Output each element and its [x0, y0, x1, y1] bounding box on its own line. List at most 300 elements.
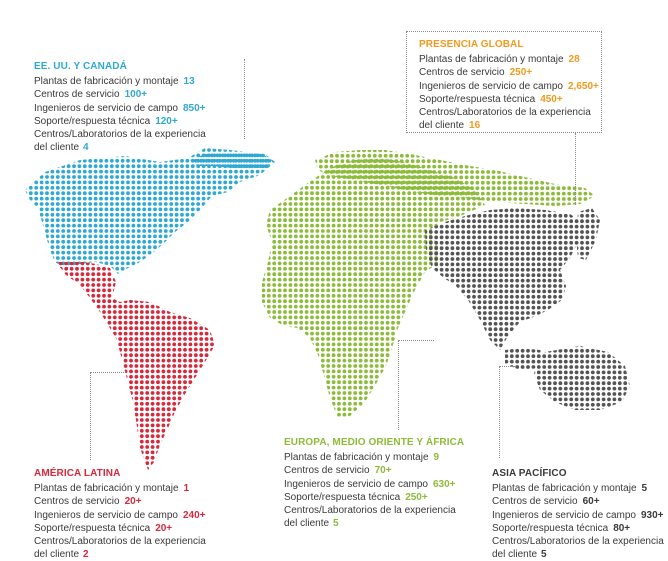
map-dot — [178, 294, 182, 298]
map-dot — [229, 278, 233, 282]
map-dot — [386, 289, 390, 293]
map-dot — [272, 386, 276, 390]
map-dot — [226, 164, 230, 168]
map-dot — [424, 272, 428, 276]
map-dot — [153, 164, 157, 168]
map-dot — [234, 262, 238, 266]
map-dot — [272, 164, 276, 168]
map-dot — [429, 418, 433, 422]
map-dot — [151, 272, 155, 276]
map-dot — [380, 224, 384, 228]
map-dot — [267, 235, 271, 239]
map-dot — [375, 218, 379, 222]
map-dot — [29, 256, 33, 260]
map-dot — [332, 294, 336, 298]
map-dot — [48, 348, 52, 352]
map-dot — [364, 208, 368, 212]
map-dot — [205, 321, 209, 325]
map-dot — [137, 272, 141, 276]
map-dot — [289, 343, 293, 347]
map-dot — [337, 208, 341, 212]
map-dot — [64, 316, 68, 320]
map-dot — [140, 337, 144, 341]
map-dot — [478, 397, 482, 401]
map-dot — [451, 321, 455, 325]
map-dot — [207, 148, 211, 152]
map-dot — [175, 272, 179, 276]
map-dot — [183, 299, 187, 303]
map-dot — [64, 445, 68, 449]
map-dot — [348, 224, 352, 228]
map-dot — [223, 278, 227, 282]
map-dot — [140, 283, 144, 287]
map-dot — [234, 278, 238, 282]
map-dot — [234, 256, 238, 260]
map-dot — [213, 240, 217, 244]
map-dot — [175, 267, 179, 271]
map-dot — [248, 159, 252, 163]
map-dot — [407, 402, 411, 406]
map-dot — [359, 299, 363, 303]
map-dot — [434, 316, 438, 320]
map-dot — [440, 364, 444, 368]
map-dot — [102, 380, 106, 384]
map-dot — [135, 267, 139, 271]
map-dot — [34, 186, 38, 190]
map-dot — [567, 143, 571, 147]
map-dot — [156, 310, 160, 314]
map-dot — [402, 402, 406, 406]
map-dot — [316, 321, 320, 325]
map-dot — [364, 240, 368, 244]
map-dot — [353, 326, 357, 330]
map-dot — [348, 186, 352, 190]
map-dot — [294, 202, 298, 206]
map-dot — [145, 337, 149, 341]
map-dot — [418, 213, 422, 217]
map-dot — [289, 267, 293, 271]
map-dot — [229, 148, 233, 152]
map-dot — [359, 332, 363, 336]
map-dot — [216, 332, 220, 336]
map-dot — [94, 181, 98, 185]
map-dot — [216, 424, 220, 428]
map-dot — [380, 413, 384, 417]
map-dot — [162, 402, 166, 406]
map-dot — [310, 370, 314, 374]
map-dot — [59, 272, 63, 276]
map-dot — [121, 181, 125, 185]
map-dot — [18, 229, 22, 233]
map-dot — [216, 429, 220, 433]
map-dot — [278, 289, 282, 293]
map-dot — [24, 159, 28, 163]
map-dot — [186, 245, 190, 249]
map-dot — [81, 289, 85, 293]
map-dot — [91, 434, 95, 438]
map-dot — [270, 148, 274, 152]
map-dot — [326, 229, 330, 233]
map-dot — [110, 186, 114, 190]
map-dot — [261, 262, 265, 266]
map-dot — [370, 202, 374, 206]
map-dot — [183, 440, 187, 444]
latin-america-dots — [48, 256, 219, 476]
map-dot — [314, 143, 318, 147]
map-dot — [172, 299, 176, 303]
map-dot — [129, 316, 133, 320]
map-dot — [332, 197, 336, 201]
map-dot — [332, 267, 336, 271]
map-dot — [210, 359, 214, 363]
map-dot — [456, 353, 460, 357]
map-dot — [124, 402, 128, 406]
map-dot — [418, 321, 422, 325]
map-dot — [75, 461, 79, 465]
map-dot — [75, 278, 79, 282]
map-dot — [129, 424, 133, 428]
map-dot — [359, 208, 363, 212]
map-dot — [172, 451, 176, 455]
map-dot — [418, 359, 422, 363]
map-dot — [167, 289, 171, 293]
map-dot — [51, 191, 55, 195]
map-dot — [29, 208, 33, 212]
map-dot — [81, 343, 85, 347]
map-dot — [310, 186, 314, 190]
map-dot — [261, 213, 265, 217]
map-dot — [156, 424, 160, 428]
map-dot — [294, 289, 298, 293]
map-dot — [205, 375, 209, 379]
map-dot — [262, 305, 266, 309]
map-dot — [56, 278, 60, 282]
map-dot — [305, 262, 309, 266]
map-dot — [256, 294, 260, 298]
map-dot — [434, 299, 438, 303]
map-dot — [183, 413, 187, 417]
map-dot — [316, 267, 320, 271]
map-dot — [289, 402, 293, 406]
map-dot — [61, 235, 65, 239]
map-dot — [386, 240, 390, 244]
map-dot — [332, 353, 336, 357]
map-dot — [210, 407, 214, 411]
map-dot — [164, 202, 168, 206]
map-dot — [305, 289, 309, 293]
map-dot — [310, 283, 314, 287]
map-dot — [407, 235, 411, 239]
map-dot — [364, 191, 368, 195]
map-dot — [467, 413, 471, 417]
map-dot — [75, 418, 79, 422]
map-dot — [54, 364, 58, 368]
map-dot — [61, 202, 65, 206]
map-dot — [386, 197, 390, 201]
map-dot — [81, 407, 85, 411]
map-dot — [196, 191, 200, 195]
map-dot — [115, 240, 119, 244]
map-dot — [162, 326, 166, 330]
map-dot — [205, 289, 209, 293]
map-dot — [370, 272, 374, 276]
map-dot — [343, 186, 347, 190]
map-dot — [261, 181, 265, 185]
map-dot — [429, 380, 433, 384]
map-dot — [213, 202, 217, 206]
map-dot — [589, 143, 593, 147]
map-dot — [332, 321, 336, 325]
map-dot — [278, 326, 282, 330]
map-dot — [178, 402, 182, 406]
map-dot — [267, 202, 271, 206]
map-dot — [118, 418, 122, 422]
map-dot — [148, 272, 152, 276]
map-dot — [375, 251, 379, 255]
map-dot — [332, 326, 336, 330]
map-dot — [178, 343, 182, 347]
map-dot — [272, 283, 276, 287]
map-dot — [75, 413, 79, 417]
map-dot — [159, 256, 163, 260]
map-dot — [48, 413, 52, 417]
map-dot — [267, 181, 271, 185]
map-dot — [56, 235, 60, 239]
map-dot — [391, 343, 395, 347]
map-dot — [316, 353, 320, 357]
map-dot — [413, 310, 417, 314]
map-dot — [194, 386, 198, 390]
map-dot — [478, 364, 482, 368]
map-dot — [267, 321, 271, 325]
map-dot — [283, 294, 287, 298]
map-dot — [386, 245, 390, 249]
map-dot — [472, 337, 476, 341]
map-dot — [277, 191, 281, 195]
map-dot — [299, 240, 303, 244]
map-dot — [321, 407, 325, 411]
map-dot — [172, 456, 176, 460]
map-dot — [497, 154, 501, 158]
map-dot — [159, 245, 163, 249]
map-dot — [86, 337, 90, 341]
map-dot — [343, 343, 347, 347]
map-dot — [386, 262, 390, 266]
map-dot — [167, 348, 171, 352]
map-dot — [75, 429, 79, 433]
map-dot — [391, 267, 395, 271]
map-dot — [162, 343, 166, 347]
map-dot — [153, 208, 157, 212]
map-dot — [72, 170, 76, 174]
map-dot — [45, 267, 49, 271]
map-dot — [99, 251, 103, 255]
map-dot — [48, 461, 52, 465]
map-dot — [121, 213, 125, 217]
map-dot — [189, 407, 193, 411]
map-dot — [210, 294, 214, 298]
map-dot — [272, 164, 276, 168]
map-dot — [530, 149, 534, 153]
map-dot — [70, 283, 74, 287]
map-dot — [359, 202, 363, 206]
map-dot — [34, 202, 38, 206]
map-dot — [492, 143, 496, 147]
map-dot — [359, 370, 363, 374]
map-dot — [54, 321, 58, 325]
map-dot — [151, 429, 155, 433]
map-dot — [343, 213, 347, 217]
map-dot — [180, 208, 184, 212]
map-dot — [407, 224, 411, 228]
map-dot — [294, 413, 298, 417]
map-dot — [411, 154, 415, 158]
map-dot — [262, 375, 266, 379]
map-dot — [151, 402, 155, 406]
map-dot — [250, 197, 254, 201]
map-dot — [370, 380, 374, 384]
map-dot — [262, 386, 266, 390]
map-dot — [162, 451, 166, 455]
map-dot — [135, 386, 139, 390]
map-dot — [18, 181, 22, 185]
map-dot — [91, 321, 95, 325]
map-dot — [218, 245, 222, 249]
map-dot — [135, 348, 139, 352]
map-dot — [88, 224, 92, 228]
map-dot — [132, 202, 136, 206]
map-dot — [434, 197, 438, 201]
map-dot — [126, 197, 130, 201]
map-dot — [118, 407, 122, 411]
map-dot — [45, 213, 49, 217]
map-dot — [99, 262, 103, 266]
map-dot — [167, 262, 171, 266]
map-dot — [202, 262, 206, 266]
map-dot — [370, 402, 374, 406]
map-dot — [54, 337, 58, 341]
map-dot — [156, 391, 160, 395]
map-dot — [24, 267, 28, 271]
map-dot — [256, 353, 260, 357]
map-dot — [51, 262, 55, 266]
map-dot — [424, 359, 428, 363]
map-dot — [407, 148, 411, 152]
map-dot — [218, 229, 222, 233]
map-dot — [472, 316, 476, 320]
map-dot — [424, 348, 428, 352]
map-dot — [218, 240, 222, 244]
map-dot — [294, 337, 298, 341]
map-dot — [359, 251, 363, 255]
map-dot — [391, 251, 395, 255]
map-dot — [124, 289, 128, 293]
map-dot — [194, 272, 198, 276]
map-dot — [59, 461, 63, 465]
map-dot — [535, 154, 539, 158]
map-dot — [151, 294, 155, 298]
map-dot — [194, 375, 198, 379]
map-dot — [172, 272, 176, 276]
map-dot — [180, 278, 184, 282]
map-dot — [194, 434, 198, 438]
map-dot — [167, 332, 171, 336]
map-dot — [278, 262, 282, 266]
map-dot — [364, 321, 368, 325]
map-dot — [183, 434, 187, 438]
map-dot — [91, 418, 95, 422]
map-dot — [18, 197, 22, 201]
map-dot — [321, 321, 325, 325]
map-dot — [135, 283, 139, 287]
map-dot — [370, 278, 374, 282]
map-dot — [70, 262, 74, 266]
map-dot — [395, 143, 399, 147]
map-dot — [194, 456, 198, 460]
map-dot — [326, 224, 330, 228]
map-dot — [316, 251, 320, 255]
map-dot — [186, 159, 190, 163]
map-dot — [451, 208, 455, 212]
map-dot — [418, 262, 422, 266]
map-dot — [229, 251, 233, 255]
map-dot — [332, 402, 336, 406]
map-dot — [29, 267, 33, 271]
map-dot — [380, 262, 384, 266]
map-dot — [140, 451, 144, 455]
map-dot — [175, 218, 179, 222]
map-dot — [427, 143, 431, 147]
map-dot — [337, 391, 341, 395]
map-dot — [223, 272, 227, 276]
map-dot — [97, 332, 101, 336]
map-dot — [402, 240, 406, 244]
map-dot — [102, 353, 106, 357]
map-dot — [245, 272, 249, 276]
map-dot — [72, 175, 76, 179]
map-dot — [386, 402, 390, 406]
map-dot — [210, 429, 214, 433]
map-dot — [94, 164, 98, 168]
map-dot — [148, 240, 152, 244]
map-dot — [145, 440, 149, 444]
map-dot — [245, 208, 249, 212]
map-dot — [67, 181, 71, 185]
map-dot — [440, 402, 444, 406]
map-dot — [250, 186, 254, 190]
map-dot — [164, 181, 168, 185]
map-dot — [18, 256, 22, 260]
map-dot — [478, 370, 482, 374]
map-dot — [140, 456, 144, 460]
map-dot — [326, 272, 330, 276]
map-dot — [194, 326, 198, 330]
map-dot — [343, 310, 347, 314]
map-dot — [124, 316, 128, 320]
map-dot — [384, 154, 388, 158]
map-dot — [267, 181, 271, 185]
map-dot — [88, 251, 92, 255]
map-dot — [135, 391, 139, 395]
map-dot — [54, 370, 58, 374]
map-dot — [283, 267, 287, 271]
map-dot — [391, 272, 395, 276]
map-dot — [162, 391, 166, 395]
map-dot — [40, 186, 44, 190]
map-dot — [461, 375, 465, 379]
map-dot — [364, 202, 368, 206]
map-dot — [267, 370, 271, 374]
